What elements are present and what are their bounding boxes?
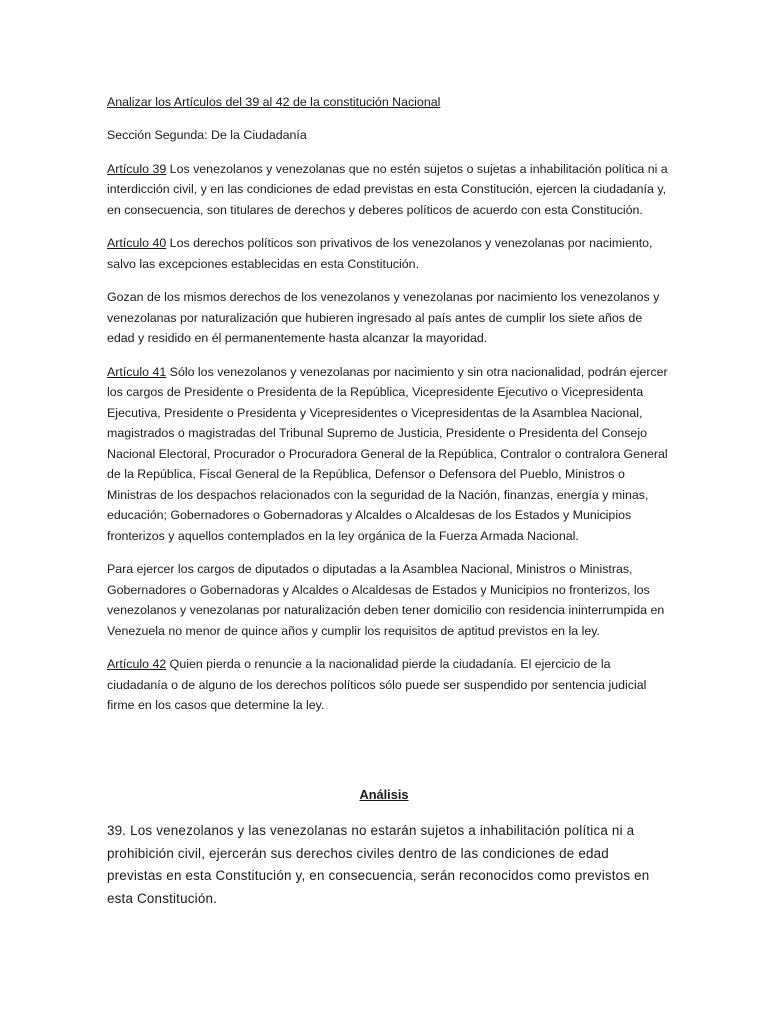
analysis-39: 39. Los venezolanos y las venezolanas no estarán sujetos a inhabilitación política ni a prohibición civil, ejercerán sus derechos civiles dentro de las condiciones de edad previstas en esta Constitución y, en consecuencia, serán reconocidos como previstos en esta Constitución. bbox=[107, 823, 650, 906]
article-40 bbox=[107, 233, 668, 274]
article-39-text: Los venezolanos y venezolanas que no estén sujetos o sujetas a inhabilitación política ni a interdicción civil, y en las condiciones de edad previstas en esta Constitución, ejercen la ciudadanía y, en consecuencia, son titulares de derechos y deberes políticos de acuerdo con esta Constitución. bbox=[107, 161, 668, 217]
article-40-paragraph-2: Gozan de los mismos derechos de los venezolanos y venezolanas por nacimiento los venezolanos y venezolanas por naturalización que hubieren ingresado al país antes de cumplir los siete años de edad y residido en él permanentemente hasta alcanzar la mayoridad. bbox=[107, 290, 660, 345]
article-42-label: Artículo 42 bbox=[107, 657, 167, 671]
analysis-title: Análisis bbox=[359, 787, 409, 802]
article-42-text: Quien pierda o renuncie a la nacionalidad pierde la ciudadanía. El ejercicio de la ciudadanía o de alguno de los derechos políticos sólo puede ser suspendido por sentencia judicial firme en los casos que determine la ley. bbox=[107, 657, 647, 712]
article-39-label: Artículo 39 bbox=[107, 161, 167, 176]
article-39 bbox=[107, 159, 668, 221]
article-41-text: Sólo los venezolanos y venezolanas por nacimiento y sin otra nacionalidad, podrán ejercer los cargos de Presidente o Presidenta de la República, Vicepresidente Ejecutivo o Vicepresidenta Ejecutiva, Presidente o Presidenta y Vicepresidentes o Vicepresidentas de la Asamblea Nacional, magistrados o magistradas del Tribunal Supremo de Justicia, Presidente o Presidenta del Consejo Nacional Electoral, Procurador o Procuradora General de la República, Contralor o contralora General de la República, Fiscal General de la República, Defensor o Defensora del Pueblo, Ministros o Ministras de los despachos relacionados con la seguridad de la Nación, finanzas, energía y minas, educación; Gobernadores o Gobernadoras y Alcaldes o Alcaldesas de los Estados y Municipios fronterizos y aquellos contemplados en la ley orgánica de la Fuerza Armada Nacional. bbox=[107, 364, 668, 543]
article-41-paragraph-2: Para ejercer los cargos de diputados o diputadas a la Asamblea Nacional, Ministros o Ministras, Gobernadores o Gobernadoras y Alcaldes o Alcaldesas de Estados y Municipios no fronterizos, los venezolanos y venezolanas por naturalización deben tener domicilio con residencia ininterrumpida en Venezuela no menor de quince años y cumplir los requisitos de aptitud previstos en la ley. bbox=[107, 562, 665, 638]
article-40-label: Artículo 40 bbox=[107, 236, 167, 250]
article-41 bbox=[107, 362, 668, 547]
document-heading: Analizar los Artículos del 39 al 42 de la constitución Nacional bbox=[107, 95, 441, 109]
section-title: Sección Segunda: De la Ciudadanía bbox=[107, 128, 307, 142]
article-40-text: Los derechos políticos son privativos de los venezolanos y venezolanas por nacimiento, salvo las excepciones establecidas en esta Constitución. bbox=[107, 236, 653, 271]
article-41-label: Artículo 41 bbox=[107, 364, 167, 379]
article-42 bbox=[107, 654, 668, 716]
